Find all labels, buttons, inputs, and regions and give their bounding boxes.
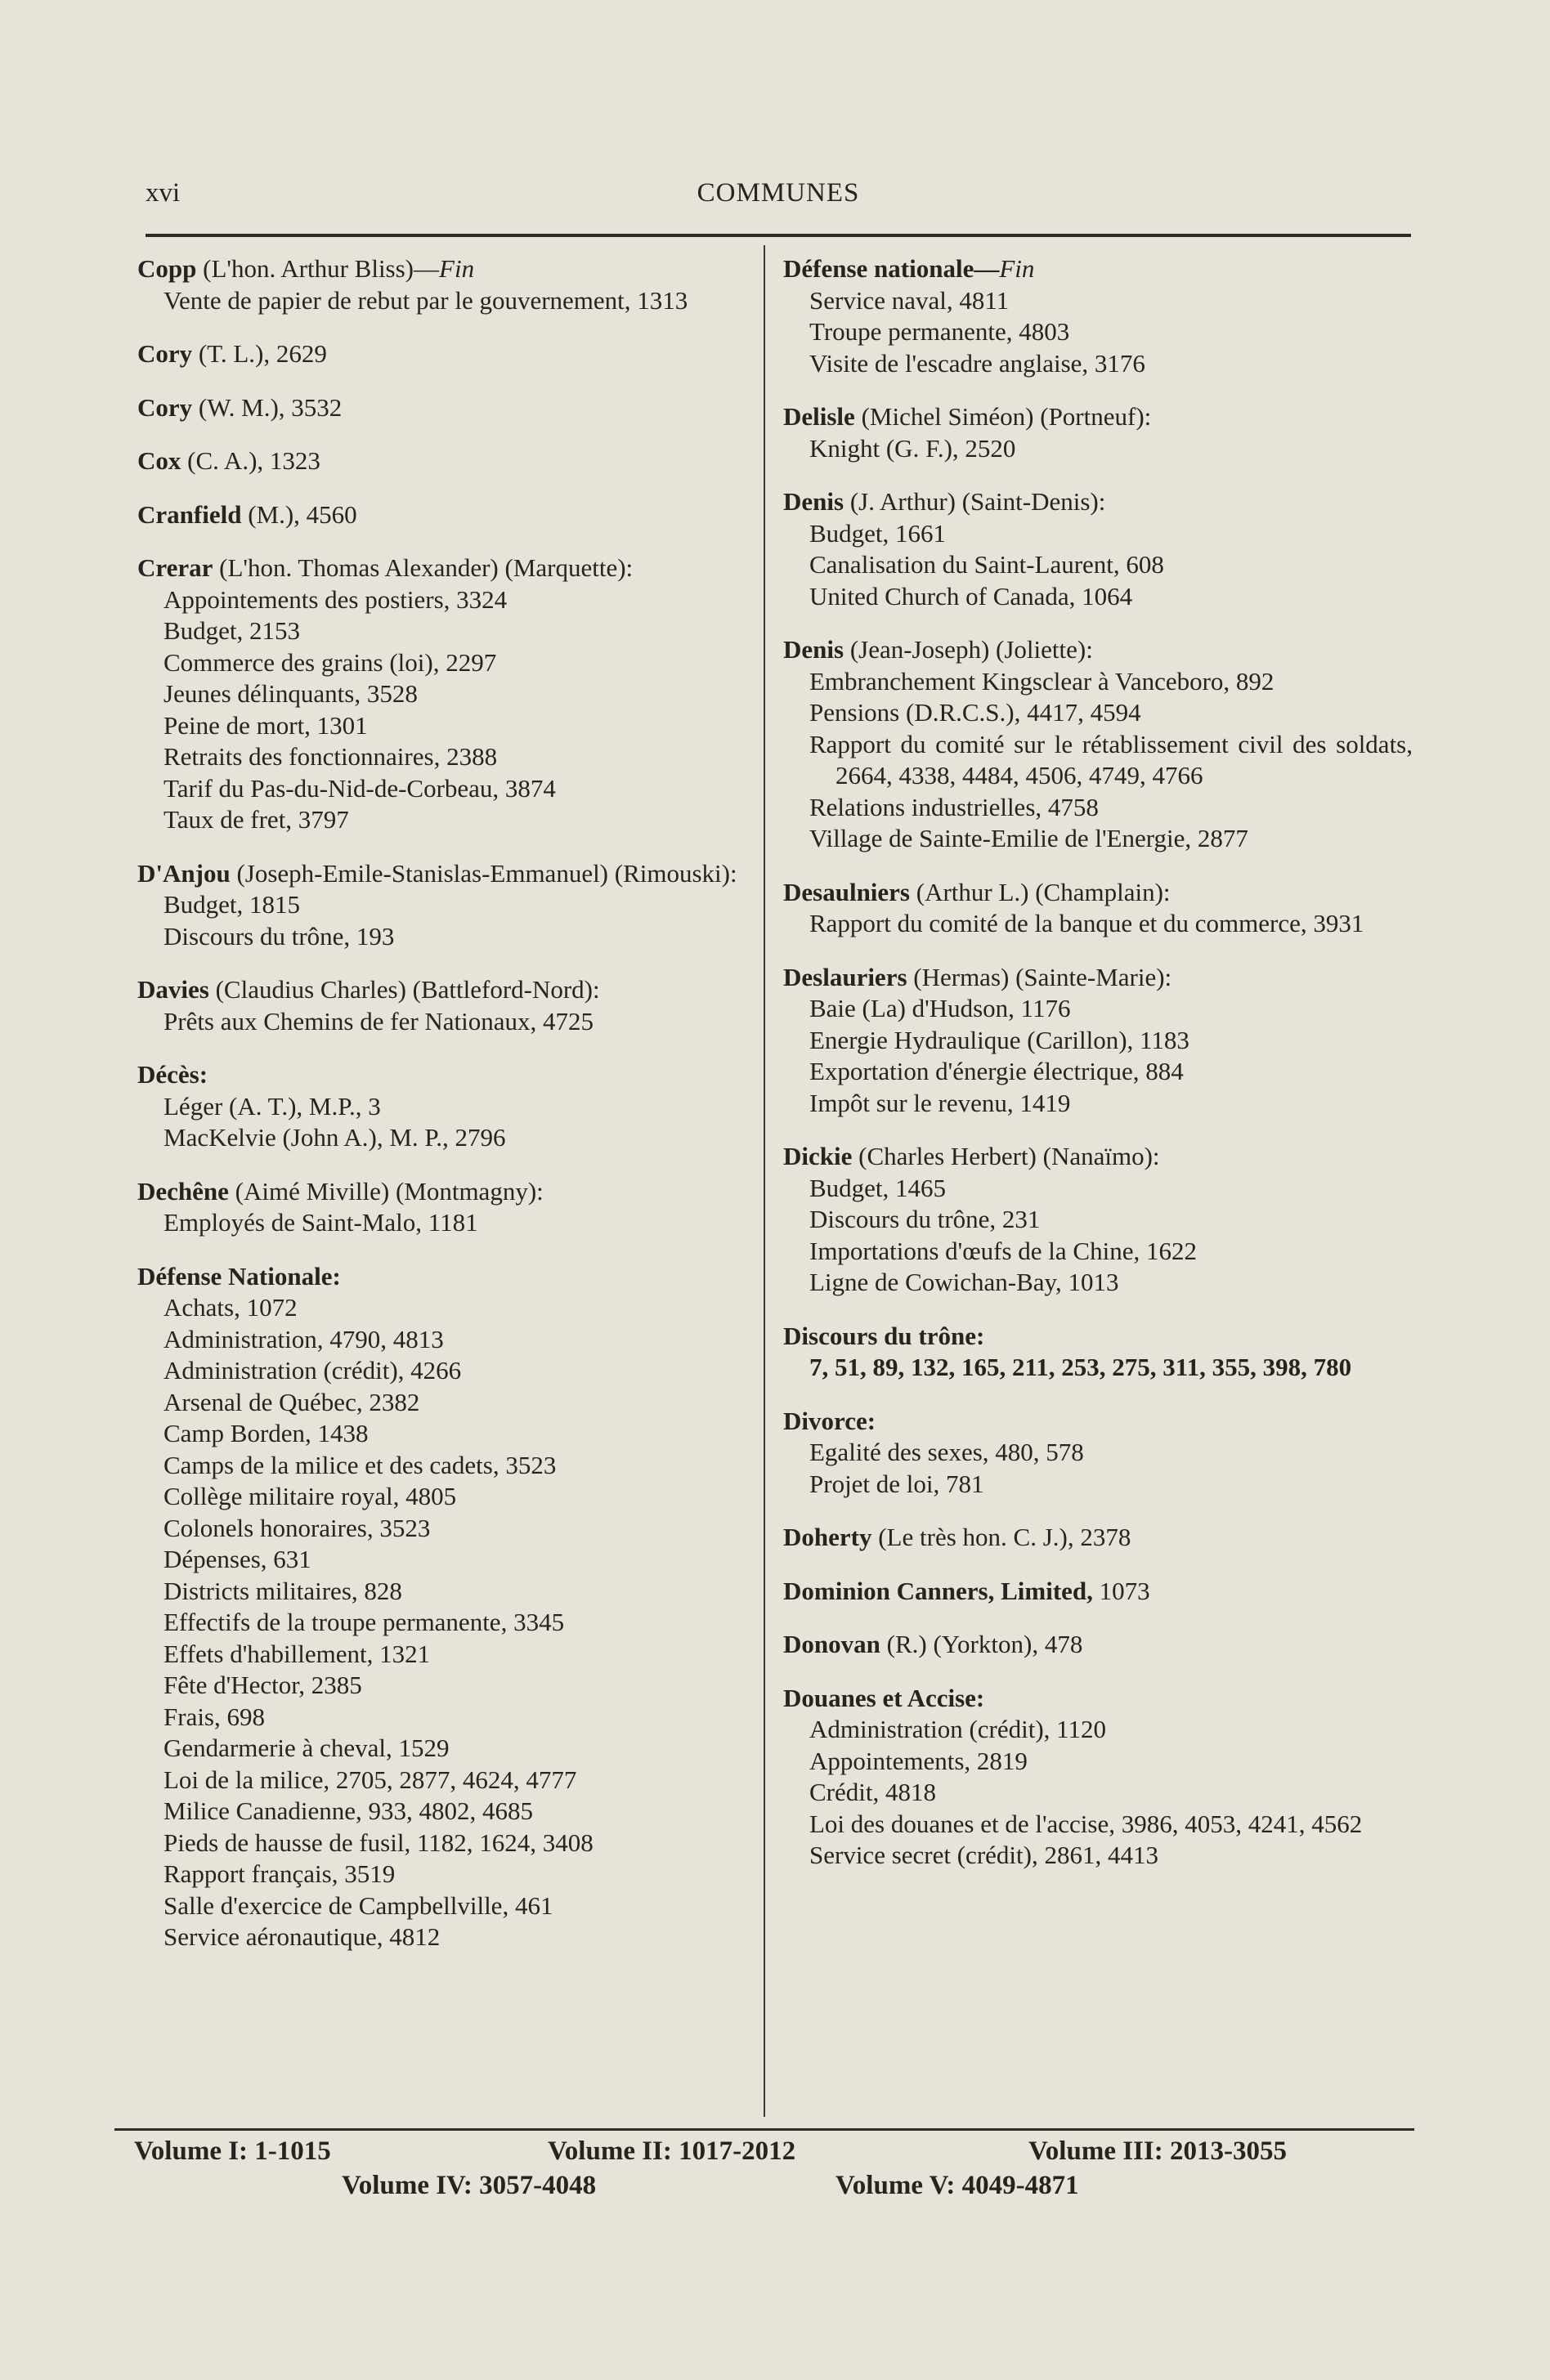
subentry: Canalisation du Saint-Laurent, 608 (809, 550, 1164, 579)
subentry: Energie Hydraulique (Carillon), 1183 (809, 1025, 1189, 1054)
subentry-list (137, 1091, 767, 1154)
subentry: Impôt sur le revenu, 1419 (809, 1088, 1071, 1117)
subentry: Fête d'Hector, 2385 (164, 1671, 362, 1699)
entry-heading (783, 486, 1413, 518)
subentry: Effectifs de la troupe permanente, 3345 (164, 1608, 565, 1636)
subentry-list (783, 666, 1413, 855)
index-entry (783, 962, 1413, 1120)
subentry: Pieds de hausse de fusil, 1182, 1624, 3408 (164, 1828, 594, 1857)
entry-heading (137, 1261, 767, 1293)
subentry: Knight (G. F.), 2520 (809, 433, 1016, 463)
subentry: Importations d'œufs de la Chine, 1622 (809, 1236, 1197, 1265)
entry-name: Delisle (783, 402, 855, 431)
entry-heading (783, 1141, 1413, 1173)
subentry: Budget, 2153 (164, 616, 301, 645)
subentry: Peine de mort, 1301 (164, 710, 368, 740)
subentry: Tarif du Pas-du-Nid-de-Corbeau, 3874 (164, 773, 556, 803)
entry-name: Copp (137, 254, 197, 283)
subentry: Administration (crédit), 1120 (809, 1715, 1107, 1743)
subentry: Vente de papier de rebut par le gouvernement, 1313 (164, 285, 688, 315)
subentry: Discours du trône, 231 (809, 1205, 1041, 1233)
entry-name: Douanes et Accise: (783, 1683, 985, 1712)
entry-heading (137, 499, 767, 531)
subentry: Administration (crédit), 4266 (164, 1356, 462, 1385)
entry-name: Décès: (137, 1060, 208, 1089)
entry-heading (137, 974, 767, 1006)
subentry: Baie (La) d'Hudson, 1176 (809, 994, 1071, 1022)
right-column (783, 253, 1413, 1894)
subentry: Retraits des fonctionnaires, 2388 (164, 742, 498, 771)
entry-detail: (Jean-Joseph) (Joliette): (849, 635, 1093, 664)
footer-volume-4: Volume IV: 3057-4048 (342, 2171, 597, 2200)
subentry: Pensions (D.R.C.S.), 4417, 4594 (809, 698, 1141, 727)
entry-suffix: Fin (439, 254, 475, 283)
subentry-list (137, 1207, 767, 1239)
entry-heading (783, 1522, 1413, 1554)
index-entry (137, 974, 767, 1037)
entry-name: Dechêne (137, 1176, 229, 1206)
subentry: Loi des douanes et de l'accise, 3986, 4053, 4241, 4562 (809, 1809, 1363, 1838)
entry-name: Crerar (137, 553, 213, 582)
entry-detail: (Le très hon. C. J.), 2378 (878, 1523, 1131, 1551)
entry-heading (137, 552, 767, 584)
subentry: Embranchement Kingsclear à Vanceboro, 892 (809, 666, 1274, 696)
subentry: Milice Canadienne, 933, 4802, 4685 (164, 1796, 533, 1825)
index-entry (783, 253, 1413, 379)
subentry: Appointements des postiers, 3324 (164, 584, 508, 614)
entry-heading (137, 445, 767, 477)
index-entry (137, 552, 767, 836)
subentry: Commerce des grains (loi), 2297 (164, 647, 497, 677)
index-entry (783, 1141, 1413, 1299)
entry-heading (137, 392, 767, 424)
entry-detail: (T. L.), 2629 (198, 339, 327, 368)
entry-detail: (Joseph-Emile-Stanislas-Emmanuel) (Rimouski): (236, 858, 737, 888)
subentry: Ligne de Cowichan-Bay, 1013 (809, 1268, 1119, 1296)
footer-volume-1: Volume I: 1-1015 (134, 2136, 331, 2166)
index-entry (137, 1059, 767, 1154)
entry-name: Défense Nationale: (137, 1261, 341, 1291)
top-rule (146, 234, 1411, 237)
entry-name: Denis (783, 487, 844, 516)
entry-name: Cranfield (137, 499, 242, 529)
entry-name: Discours du trône: (783, 1321, 985, 1350)
subentry-list (137, 584, 767, 836)
subentry: Appointements, 2819 (809, 1746, 1028, 1775)
entry-heading (137, 1176, 767, 1208)
index-entry (137, 445, 767, 477)
subentry: Camp Borden, 1438 (164, 1419, 369, 1447)
subentry: Village de Sainte-Emilie de l'Energie, 2877 (809, 824, 1248, 852)
entry-name: Davies (137, 975, 209, 1004)
entry-page-numbers: 7, 51, 89, 132, 165, 211, 253, 275, 311, 355, 398, 780 (809, 1353, 1352, 1381)
index-entry (783, 877, 1413, 940)
entry-detail: (Claudius Charles) (Battleford-Nord): (215, 975, 600, 1004)
footer-volume-2: Volume II: 1017-2012 (548, 2136, 796, 2166)
entry-heading (137, 253, 767, 285)
subentry: Service aéronautique, 4812 (164, 1922, 441, 1951)
entry-heading (783, 1406, 1413, 1438)
entry-detail: (Aimé Miville) (Montmagny): (235, 1176, 544, 1206)
subentry-list (783, 285, 1413, 380)
subentry: Collège militaire royal, 4805 (164, 1482, 457, 1510)
footer-volume-5: Volume V: 4049-4871 (835, 2171, 1079, 2200)
subentry: Service secret (crédit), 2861, 4413 (809, 1841, 1158, 1869)
page-header (146, 170, 1411, 219)
entry-detail: (L'hon. Arthur Bliss)— (203, 254, 440, 283)
entry-detail: (C. A.), 1323 (187, 446, 320, 475)
entry-detail: (J. Arthur) (Saint-Denis): (849, 487, 1106, 516)
index-entry (137, 1261, 767, 1953)
subentry: Frais, 698 (164, 1702, 265, 1731)
subentry: Camps de la milice et des cadets, 3523 (164, 1450, 557, 1479)
subentry: Rapport français, 3519 (164, 1859, 396, 1888)
entry-detail: 1073 (1099, 1576, 1150, 1605)
subentry: Discours du trône, 193 (164, 921, 395, 951)
subentry-list (137, 889, 767, 952)
index-entry (783, 486, 1413, 612)
entry-heading (783, 1683, 1413, 1715)
subentry: United Church of Canada, 1064 (809, 581, 1133, 611)
entry-heading (783, 253, 1413, 285)
volume-footer (114, 2136, 1414, 2205)
entry-heading (137, 338, 767, 370)
entry-heading (783, 401, 1413, 433)
running-title: COMMUNES (697, 178, 860, 208)
index-entry (137, 499, 767, 531)
entry-heading (783, 962, 1413, 994)
entry-name: Cory (137, 392, 193, 422)
index-entry (137, 858, 767, 953)
index-entry (137, 253, 767, 316)
subentry: Relations industrielles, 4758 (809, 792, 1099, 821)
subentry: MacKelvie (John A.), M. P., 2796 (164, 1123, 506, 1152)
subentry: Employés de Saint-Malo, 1181 (164, 1208, 478, 1237)
subentry: Loi de la milice, 2705, 2877, 4624, 4777 (164, 1765, 577, 1794)
subentry-list (783, 908, 1413, 940)
entry-name: Denis (783, 635, 844, 664)
subentry: Exportation d'énergie électrique, 884 (809, 1057, 1184, 1085)
subentry-list (783, 433, 1413, 465)
subentry-list (783, 1437, 1413, 1500)
subentry: Arsenal de Québec, 2382 (164, 1387, 420, 1416)
subentry: Budget, 1815 (164, 890, 301, 919)
entry-detail: (Michel Siméon) (Portneuf): (861, 402, 1152, 431)
subentry-list (137, 1292, 767, 1953)
subentry: Taux de fret, 3797 (164, 805, 349, 834)
entry-name: Divorce: (783, 1406, 876, 1435)
subentry-list (137, 1006, 767, 1038)
subentry: Rapport du comité sur le rétablissement civil des soldats, 2664, 4338, 4484, 4506, 4749, 4766 (809, 729, 1413, 790)
index-entry (783, 1321, 1413, 1384)
entry-name: Défense nationale— (783, 254, 1000, 283)
bottom-rule (114, 2128, 1414, 2131)
entry-heading (137, 858, 767, 890)
entry-name: Deslauriers (783, 962, 907, 991)
subentry-list (783, 993, 1413, 1119)
entry-heading (783, 1321, 1413, 1353)
entry-name: Desaulniers (783, 877, 910, 906)
subentry: Léger (A. T.), M.P., 3 (164, 1091, 381, 1121)
subentry-list (783, 1173, 1413, 1299)
subentry: Budget, 1661 (809, 518, 947, 548)
subentry: Egalité des sexes, 480, 578 (809, 1438, 1084, 1466)
index-entry (783, 1576, 1413, 1608)
subentry-list (783, 518, 1413, 613)
entry-name: D'Anjou (137, 858, 231, 888)
subentry: Gendarmerie à cheval, 1529 (164, 1734, 450, 1762)
entry-detail: (R.) (Yorkton), 478 (886, 1630, 1083, 1658)
index-entry (783, 1683, 1413, 1872)
subentry: Jeunes délinquants, 3528 (164, 679, 418, 708)
entry-name: Doherty (783, 1523, 872, 1551)
entry-name: Cox (137, 446, 181, 475)
subentry: Visite de l'escadre anglaise, 3176 (809, 348, 1145, 378)
subentry-list (783, 1714, 1413, 1872)
entry-heading (137, 1059, 767, 1091)
entry-detail: (L'hon. Thomas Alexander) (Marquette): (219, 553, 634, 582)
subentry: Prêts aux Chemins de fer Nationaux, 4725 (164, 1006, 594, 1036)
subentry: Crédit, 4818 (809, 1778, 936, 1806)
subentry: Service naval, 4811 (809, 285, 1010, 315)
entry-name: Dickie (783, 1142, 853, 1170)
index-entry (137, 1176, 767, 1239)
entry-detail: (M.), 4560 (248, 499, 357, 529)
entry-heading (783, 1629, 1413, 1661)
subentry: Administration, 4790, 4813 (164, 1324, 444, 1353)
subentry: Dépenses, 631 (164, 1545, 311, 1573)
subentry: Colonels honoraires, 3523 (164, 1513, 431, 1542)
subentry: Budget, 1465 (809, 1173, 947, 1202)
entry-detail: (Hermas) (Sainte-Marie): (913, 962, 1172, 991)
subentry: Projet de loi, 781 (809, 1469, 984, 1498)
left-column (137, 253, 767, 1975)
index-entry (783, 401, 1413, 464)
subentry-list (137, 285, 767, 317)
subentry: Rapport du comité de la banque et du commerce, 3931 (809, 909, 1364, 937)
entry-detail: (Arthur L.) (Champlain): (916, 877, 1171, 906)
entry-heading (783, 877, 1413, 909)
index-entry (783, 1406, 1413, 1501)
footer-volume-3: Volume III: 2013-3055 (1028, 2136, 1287, 2166)
page-number: xvi (146, 178, 181, 208)
subentry: Districts militaires, 828 (164, 1576, 402, 1605)
subentry: Salle d'exercice de Campbellville, 461 (164, 1890, 553, 1920)
entry-detail: (Charles Herbert) (Nanaïmo): (858, 1142, 1160, 1170)
index-entry (783, 1629, 1413, 1661)
entry-name: Dominion Canners, Limited, (783, 1576, 1093, 1605)
entry-detail: (W. M.), 3532 (198, 392, 343, 422)
index-entry (137, 338, 767, 370)
entry-suffix: Fin (999, 254, 1035, 283)
subentry: Effets d'habillement, 1321 (164, 1639, 431, 1668)
index-entry (137, 392, 767, 424)
index-entry (783, 1522, 1413, 1554)
entry-name: Donovan (783, 1630, 880, 1658)
entry-heading (783, 634, 1413, 666)
subentry: Achats, 1072 (164, 1293, 298, 1322)
index-entry (783, 634, 1413, 855)
entry-heading (783, 1576, 1413, 1608)
entry-name: Cory (137, 339, 193, 368)
subentry: Troupe permanente, 4803 (809, 317, 1070, 346)
